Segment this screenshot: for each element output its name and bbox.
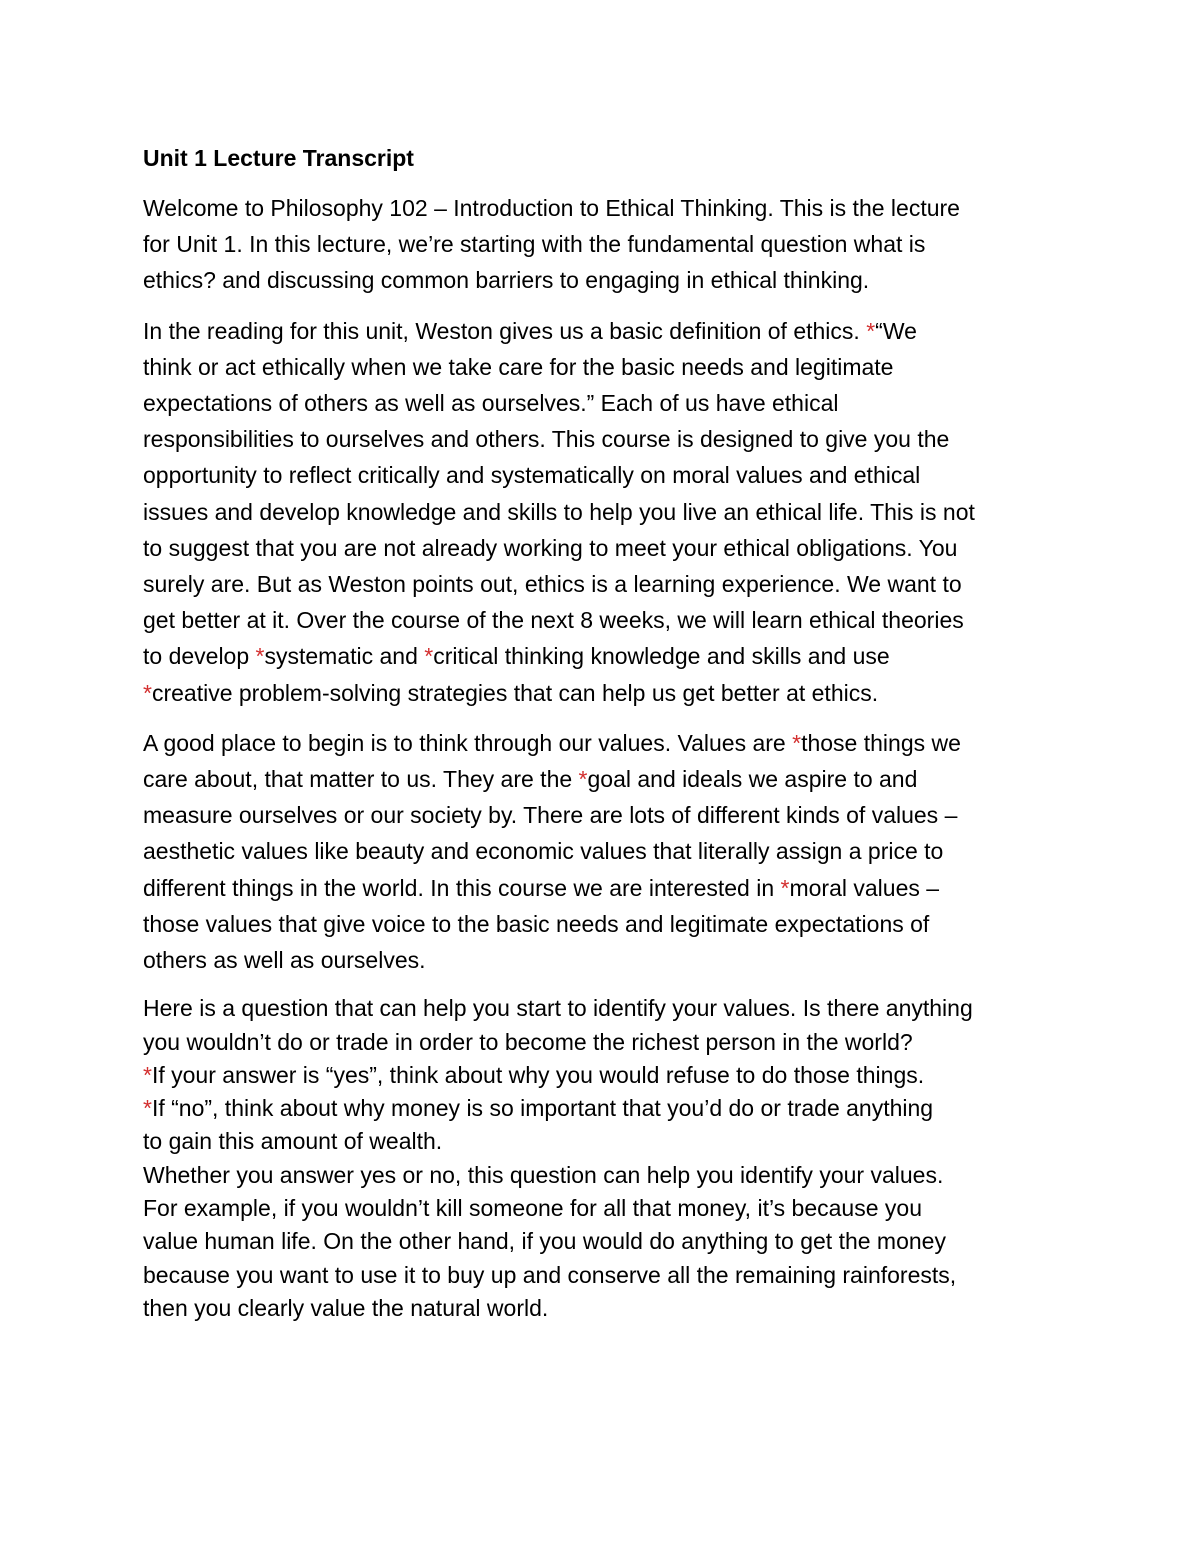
text-segment: because you want to use it to buy up and conserve all the remaining rainforests, [143,1261,957,1288]
text-line [143,638,1063,674]
text-segment: those things we [801,729,961,756]
text-segment: Whether you answer yes or no, this question can help you identify your values. [143,1161,944,1188]
text-segment: opportunity to reflect critically and systematically on moral values and ethical [143,462,921,489]
paragraph-2 [143,313,1063,711]
text-segment: measure ourselves or our society by. There are lots of different kinds of values – [143,802,958,829]
text-line [143,226,1063,262]
text-segment: others as well as ourselves. [143,947,426,974]
text-line [143,1259,1063,1292]
text-line [143,1026,1063,1059]
emphasis-asterisk: * [424,643,434,670]
text-line [143,262,1063,298]
text-segment: If “no”, think about why money is so important that you’d do or trade anything [151,1095,934,1122]
text-segment: to gain this amount of wealth. [143,1128,443,1155]
text-segment: Here is a question that can help you start to identify your values. Is there anything [143,995,973,1022]
text-line [143,1292,1063,1325]
text-line [143,494,1063,530]
document-title: Unit 1 Lecture Transcript [143,145,414,171]
text-line [143,1059,1063,1092]
text-line [143,530,1063,566]
text-line [143,313,1063,349]
emphasis-asterisk: * [143,1061,152,1088]
text-segment: creative problem-solving strategies that can help us get better at ethics. [151,679,879,706]
text-segment: ethics? and discussing common barriers to engaging in ethical thinking. [143,267,870,294]
text-line [143,421,1063,457]
text-segment: to develop [143,643,256,670]
text-segment: critical thinking knowledge and skills and use [433,643,890,670]
paragraph-1 [143,190,1063,299]
text-segment: surely are. But as Weston points out, ethics is a learning experience. We want to [143,571,962,598]
text-segment: If your answer is “yes”, think about why you would refuse to do those things. [151,1061,925,1088]
text-segment: systematic and [264,643,425,670]
text-segment: think or act ethically when we take care for the basic needs and legitimate [143,353,894,380]
text-segment: In the reading for this unit, Weston gives us a basic definition of ethics. [143,317,867,344]
text-segment: For example, if you wouldn’t kill someone for all that money, it’s because you [143,1195,922,1222]
text-segment: for Unit 1. In this lecture, we’re starting with the fundamental question what is [143,231,926,258]
text-segment: A good place to begin is to think through our values. Values are [143,729,793,756]
emphasis-asterisk: * [143,679,152,706]
text-line [143,349,1063,385]
text-line [143,870,1063,906]
text-segment: expectations of others as well as ourselves.” Each of us have ethical [143,390,839,417]
text-segment: moral values – [789,874,940,901]
text-segment: Welcome to Philosophy 102 – Introduction to Ethical Thinking. This is the lecture [143,195,960,221]
text-segment: aesthetic values like beauty and economic values that literally assign a price to [143,838,944,865]
text-line [143,385,1063,421]
text-line [143,457,1063,493]
text-segment: goal and ideals we aspire to and [587,766,918,793]
text-line [143,602,1063,638]
text-line [143,1225,1063,1258]
text-line [143,190,1063,226]
text-line [143,761,1063,797]
document-body [143,190,1063,1325]
emphasis-asterisk: * [143,1095,152,1122]
text-segment: care about, that matter to us. They are the [143,766,579,793]
text-line [143,675,1063,711]
text-line [143,1092,1063,1125]
text-line [143,1125,1063,1158]
text-line [143,906,1063,942]
paragraph-4 [143,992,1063,1325]
text-segment: issues and develop knowledge and skills to help you live an ethical life. This is not [143,498,975,525]
text-line [143,725,1063,761]
emphasis-asterisk: * [792,729,802,756]
text-line [143,992,1063,1025]
text-line [143,1159,1063,1192]
emphasis-asterisk: * [255,643,265,670]
text-segment: then you clearly value the natural world. [143,1294,549,1321]
paragraph-3 [143,725,1063,978]
text-segment: those values that give voice to the basic needs and legitimate expectations of [143,910,930,937]
document-page [143,140,1063,1325]
emphasis-asterisk: * [578,766,588,793]
text-segment: get better at it. Over the course of the next 8 weeks, we will learn ethical theories [143,607,964,634]
text-line [143,833,1063,869]
text-segment: “We [875,317,917,344]
text-line [143,1192,1063,1225]
text-line [143,566,1063,602]
text-line [143,797,1063,833]
text-segment: responsibilities to ourselves and others. This course is designed to give you the [143,426,950,453]
emphasis-asterisk: * [866,317,876,344]
text-segment: different things in the world. In this course we are interested in [143,874,781,901]
text-segment: value human life. On the other hand, if you would do anything to get the money [143,1228,946,1255]
text-segment: you wouldn’t do or trade in order to become the richest person in the world? [143,1028,913,1055]
text-line [143,942,1063,978]
emphasis-asterisk: * [780,874,790,901]
text-segment: to suggest that you are not already working to meet your ethical obligations. You [143,534,958,561]
